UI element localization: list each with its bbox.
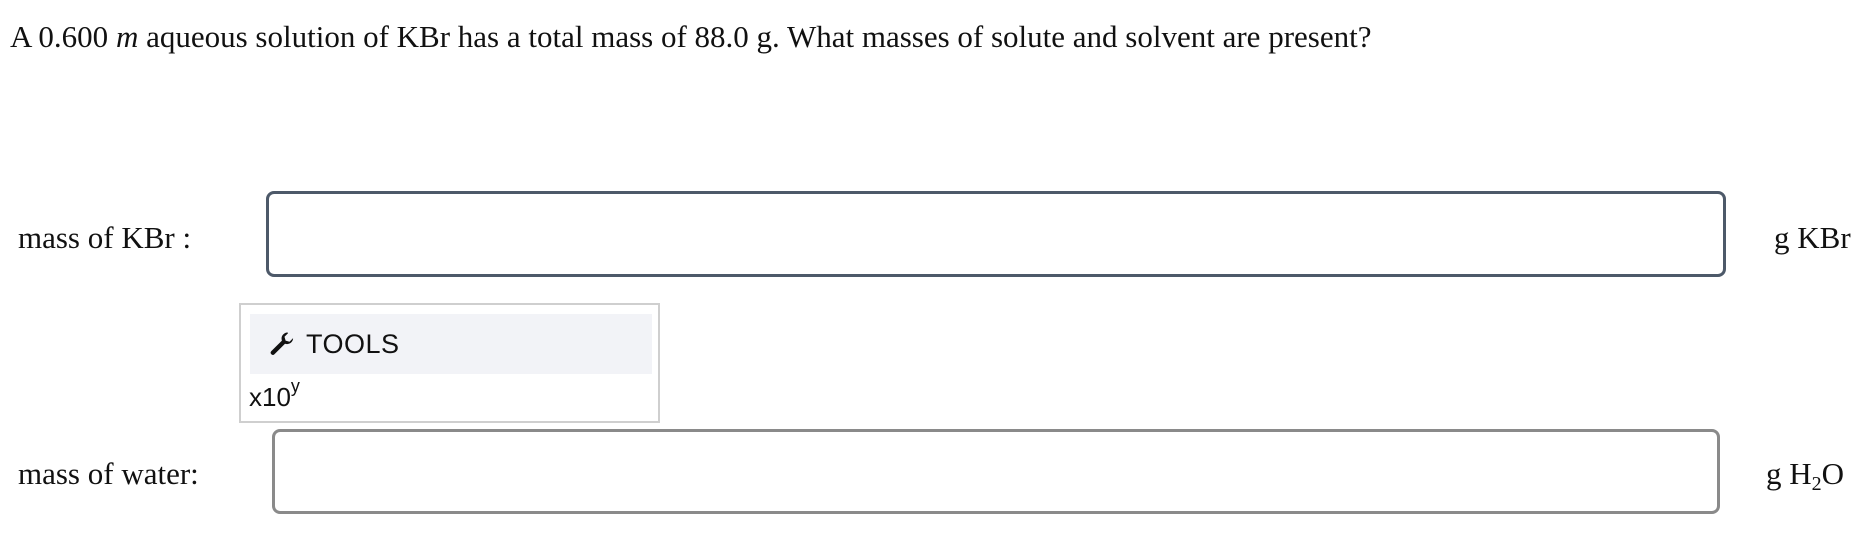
water-unit-suffix: O bbox=[1821, 456, 1845, 491]
sci-notation-base: x10 bbox=[249, 382, 291, 412]
tools-toggle-button[interactable] bbox=[250, 314, 652, 374]
water-unit-subscript: 2 bbox=[1811, 473, 1822, 495]
water-mass-input[interactable] bbox=[272, 429, 1720, 514]
tools-label: TOOLS bbox=[306, 328, 400, 359]
water-mass-label: mass of water: bbox=[18, 456, 199, 491]
scientific-notation-button[interactable] bbox=[249, 377, 300, 417]
kbr-mass-input[interactable] bbox=[266, 191, 1726, 277]
question-prefix: A 0.600 bbox=[10, 19, 116, 54]
question-suffix: aqueous solution of KBr has a total mass of 88.0 g. What masses of solute and solvent are present? bbox=[138, 19, 1372, 54]
question-text bbox=[10, 14, 1371, 60]
water-unit-prefix: g H bbox=[1766, 456, 1812, 491]
sci-notation-exponent: y bbox=[290, 376, 300, 396]
tools-panel bbox=[239, 303, 660, 423]
kbr-mass-label: mass of KBr : bbox=[18, 220, 192, 255]
molality-symbol: m bbox=[115, 19, 139, 54]
wrench-icon bbox=[268, 330, 296, 358]
water-unit-label bbox=[1766, 454, 1844, 494]
kbr-unit-label: g KBr bbox=[1774, 220, 1851, 255]
